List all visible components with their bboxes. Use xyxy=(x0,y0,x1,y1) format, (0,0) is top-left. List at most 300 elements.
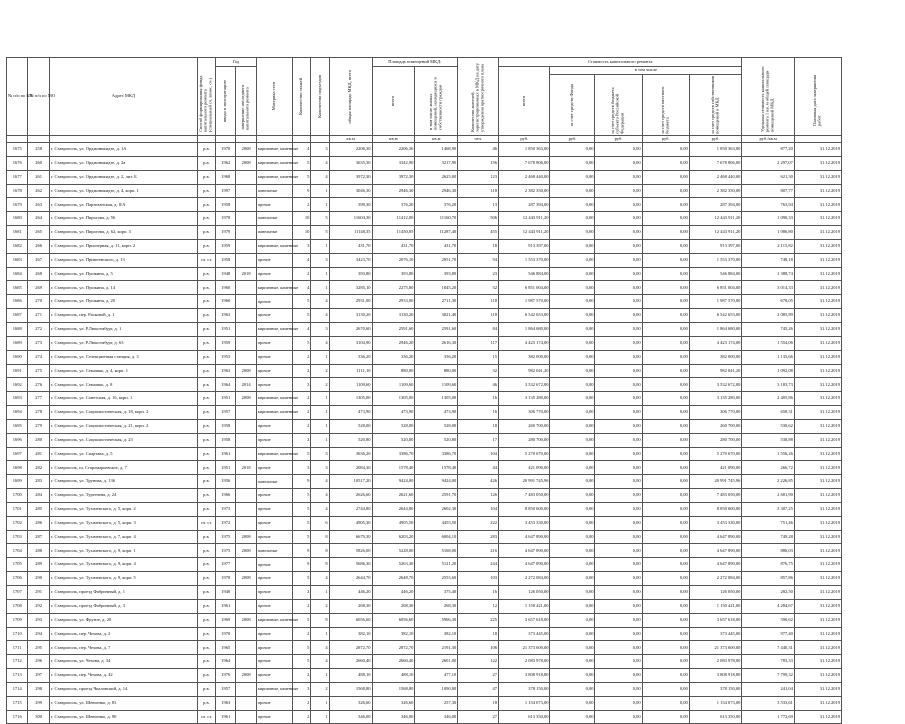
cell-cost-region: 0,00 xyxy=(595,558,642,572)
cost-group-header: Стоимость капитального ремонта xyxy=(499,58,742,67)
cell-wall-material: прочие xyxy=(256,669,292,683)
cell-wall-material: кирпичные, каменные xyxy=(256,156,292,170)
cell-cost-local: 0,00 xyxy=(642,572,689,586)
cell-fund-method: р.в. xyxy=(197,669,215,683)
cell-cost-region: 0,00 xyxy=(595,544,642,558)
cell-cost-owners: 4 423 174,00 xyxy=(689,336,742,350)
cell-cost-owners: 3 657 618,00 xyxy=(689,613,742,627)
cell-fund-method: р.в. xyxy=(197,419,215,433)
cell-cost-region: 0,00 xyxy=(595,447,642,461)
cell-residents: 455 xyxy=(458,226,499,240)
cell-kp: 1684 xyxy=(7,267,28,281)
cell-mo: 299 xyxy=(28,696,49,710)
cell-area-owned: 5168,00 xyxy=(415,544,458,558)
cell-unit-cost: 678,05 xyxy=(742,295,795,309)
cell-floors: 9 xyxy=(293,544,311,558)
table-row xyxy=(7,239,899,253)
cell-area-total: 5228,00 xyxy=(372,544,415,558)
cell-completion-date: 31.12.2019 xyxy=(794,641,841,655)
cell-entrances: 1 xyxy=(311,350,329,364)
cell-area-total: 6203,20 xyxy=(372,530,415,544)
cell-total-area: 6679,30 xyxy=(329,530,372,544)
cell-fund-method: р.в. xyxy=(197,198,215,212)
cell-fund-method: р.в. xyxy=(197,461,215,475)
cell-residents: 506 xyxy=(458,212,499,226)
cell-cost-owners: 4 647 890,00 xyxy=(689,544,742,558)
cell-cost-owners: 4 647 890,00 xyxy=(689,530,742,544)
cell-kp: 1707 xyxy=(7,586,28,600)
cell-fund-method: р.в. xyxy=(197,502,215,516)
cell-wall-material: прочие xyxy=(256,558,292,572)
cell-area-owned: 5121,20 xyxy=(415,558,458,572)
cell-unit-cost: 3 183,73 xyxy=(742,378,795,392)
cell-entrances: 3 xyxy=(311,322,329,336)
cell-fund-method: р.в. xyxy=(197,572,215,586)
cell-cost-region: 0,00 xyxy=(595,198,642,212)
cell-mo: 268 xyxy=(28,267,49,281)
cell-area-total: 2660,40 xyxy=(372,655,415,669)
cell-cost-region: 0,00 xyxy=(595,710,642,724)
table-row xyxy=(7,461,899,475)
col-cost-region-header: за счет средств бюджета субъекта Российской Федерации xyxy=(595,75,642,136)
col-area-owned-header: в том числе жилых помещений, находящихся в собственности граждан xyxy=(415,67,458,136)
cell-completion-date: 31.12.2019 xyxy=(794,364,841,378)
cell-cost-region: 0,00 xyxy=(595,516,642,530)
cell-cost-owners: 382 000,00 xyxy=(689,350,742,364)
cell-area-owned: 431,70 xyxy=(415,239,458,253)
cell-completion-date: 31.12.2019 xyxy=(794,613,841,627)
cell-completion-date: 31.12.2019 xyxy=(794,212,841,226)
cell-cost-region: 0,00 xyxy=(595,281,642,295)
cell-residents: 23 xyxy=(458,267,499,281)
cell-wall-material: панельные xyxy=(256,475,292,489)
cell-mo: 285 xyxy=(28,502,49,516)
cell-mo: 280 xyxy=(28,433,49,447)
cell-area-total: 2946,20 xyxy=(372,336,415,350)
cell-completion-date: 31.12.2019 xyxy=(794,406,841,420)
cell-cost-region: 0,00 xyxy=(595,696,642,710)
cell-kp: 1698 xyxy=(7,461,28,475)
cell-floors: 2 xyxy=(293,350,311,364)
cell-area-owned: 2616,30 xyxy=(415,336,458,350)
cell-floors: 2 xyxy=(293,627,311,641)
cell-cost-total: 8 850 600,00 xyxy=(499,502,550,516)
cell-area-total: 2591,60 xyxy=(372,322,415,336)
cell-cost-owners: 287 394,00 xyxy=(689,198,742,212)
cell-fund-method: р.в. xyxy=(197,655,215,669)
cell-cost-local: 0,00 xyxy=(642,406,689,420)
cell-commissioning-year: 1958 xyxy=(216,198,236,212)
cell-cost-total: 378 150,00 xyxy=(499,682,550,696)
table-row xyxy=(7,475,899,489)
cell-total-area: 2084,30 xyxy=(329,461,372,475)
cell-area-owned: 3021,40 xyxy=(415,309,458,323)
cell-residents: 117 xyxy=(458,336,499,350)
cell-total-area: 446,20 xyxy=(329,586,372,600)
cell-cost-fund: 0,00 xyxy=(550,502,595,516)
cell-wall-material: прочие xyxy=(256,530,292,544)
cell-total-area: 5826,00 xyxy=(329,544,372,558)
cell-cost-local: 0,00 xyxy=(642,322,689,336)
cell-total-area: 326,60 xyxy=(329,696,372,710)
cell-total-area: 3635,30 xyxy=(329,156,372,170)
cell-cost-owners: 20 991 745,96 xyxy=(689,475,742,489)
cell-entrances: 1 xyxy=(311,198,329,212)
cell-cost-local: 0,00 xyxy=(642,239,689,253)
cell-last-repair-year xyxy=(236,502,256,516)
cell-mo: 262 xyxy=(28,184,49,198)
cell-total-area: 11148,35 xyxy=(329,226,372,240)
cell-total-area: 3423,70 xyxy=(329,253,372,267)
cell-last-repair-year: 2008 xyxy=(236,364,256,378)
cell-completion-date: 31.12.2019 xyxy=(794,392,841,406)
cell-area-owned: 880,00 xyxy=(415,364,458,378)
table-row xyxy=(7,253,899,267)
cell-cost-local: 0,00 xyxy=(642,378,689,392)
cell-area-total: 2206,30 xyxy=(372,143,415,157)
cell-fund-method: р.в. xyxy=(197,226,215,240)
cell-cost-fund: 0,00 xyxy=(550,641,595,655)
cell-fund-method: р.в. xyxy=(197,392,215,406)
cell-wall-material: прочие xyxy=(256,198,292,212)
cell-commissioning-year: 1970 xyxy=(216,143,236,157)
cell-kp: 1701 xyxy=(7,502,28,516)
cell-area-total: 446,20 xyxy=(372,586,415,600)
cell-residents: 216 xyxy=(458,544,499,558)
cell-area-owned: 346,00 xyxy=(415,710,458,724)
cell-area-owned: 2051,70 xyxy=(415,253,458,267)
cell-address: г. Ставрополь, ул. Социалистическая, д. 21, корп. 2 xyxy=(49,419,197,433)
cell-mo: 276 xyxy=(28,378,49,392)
cell-cost-local: 0,00 xyxy=(642,475,689,489)
cell-last-repair-year: 2008 xyxy=(236,156,256,170)
cell-cost-fund: 0,00 xyxy=(550,156,595,170)
cell-cost-fund: 0,00 xyxy=(550,198,595,212)
cell-mo: 292 xyxy=(28,599,49,613)
cell-entrances: 8 xyxy=(311,558,329,572)
cell-completion-date: 31.12.2019 xyxy=(794,682,841,696)
table-row xyxy=(7,267,899,281)
cell-floors: 5 xyxy=(293,295,311,309)
cell-residents: 27 xyxy=(458,710,499,724)
unit-label: кв.м xyxy=(372,136,415,143)
cell-fund-method: сч. ст. xyxy=(197,710,215,724)
cell-last-repair-year xyxy=(236,419,256,433)
cell-cost-owners: 5 270 670,00 xyxy=(689,447,742,461)
cell-area-owned: 2602,30 xyxy=(415,502,458,516)
cell-cost-fund: 0,00 xyxy=(550,544,595,558)
cell-area-total: 268,30 xyxy=(372,599,415,613)
cell-cost-fund: 0,00 xyxy=(550,336,595,350)
cell-cost-local: 0,00 xyxy=(642,447,689,461)
cell-wall-material: кирпичные, каменные xyxy=(256,447,292,461)
cell-cost-fund: 0,00 xyxy=(550,267,595,281)
cell-cost-local: 0,00 xyxy=(642,309,689,323)
cell-unit-cost: 3 014,33 xyxy=(742,281,795,295)
cell-mo: 269 xyxy=(28,281,49,295)
cell-wall-material: прочие xyxy=(256,502,292,516)
cell-residents: 225 xyxy=(458,613,499,627)
cell-cost-total: 6 542 653,00 xyxy=(499,309,550,323)
cell-address: г. Ставрополь, ул. Семашко, д. 4, корп. 1 xyxy=(49,364,197,378)
cell-last-repair-year: 2018 xyxy=(236,267,256,281)
cell-cost-total: 546 884,00 xyxy=(499,267,550,281)
cell-commissioning-year: 1966 xyxy=(216,489,236,503)
cell-cost-owners: 6 542 653,00 xyxy=(689,309,742,323)
cell-residents: 16 xyxy=(458,406,499,420)
cell-residents: 156 xyxy=(458,156,499,170)
cell-mo: 279 xyxy=(28,419,49,433)
cell-cost-owners: 3 532 672,00 xyxy=(689,378,742,392)
table-body xyxy=(7,143,899,724)
cell-cost-local: 0,00 xyxy=(642,198,689,212)
cell-last-repair-year: 2008 xyxy=(236,572,256,586)
cell-fund-method: р.в. xyxy=(197,433,215,447)
cell-cost-owners: 373 445,00 xyxy=(689,627,742,641)
cell-address: г. Ставрополь, ул. Трунова, д. 136 xyxy=(49,475,197,489)
cell-area-owned: 2191,30 xyxy=(415,641,458,655)
cell-entrances: 1 xyxy=(311,586,329,600)
cell-last-repair-year xyxy=(236,239,256,253)
cell-cost-total: 1 987 570,00 xyxy=(499,295,550,309)
cell-address: г. Ставрополь, ш. Старомарьевское, д. 7 xyxy=(49,461,197,475)
cell-kp: 1682 xyxy=(7,239,28,253)
cell-unit-cost: 977,40 xyxy=(742,627,795,641)
cell-mo: 287 xyxy=(28,530,49,544)
cell-cost-total: 5 270 670,00 xyxy=(499,447,550,461)
cell-cost-local: 0,00 xyxy=(642,696,689,710)
cell-cost-local: 0,00 xyxy=(642,627,689,641)
cell-cost-total: 3 453 330,00 xyxy=(499,516,550,530)
cell-last-repair-year xyxy=(236,322,256,336)
cell-mo: 283 xyxy=(28,475,49,489)
cell-cost-fund: 0,00 xyxy=(550,461,595,475)
cell-mo: 271 xyxy=(28,309,49,323)
unit-label: кв.м xyxy=(329,136,372,143)
cell-total-area: 3636,20 xyxy=(329,447,372,461)
cell-kp: 1704 xyxy=(7,544,28,558)
cell-unit-cost: 807,77 xyxy=(742,184,795,198)
table-row xyxy=(7,516,899,530)
unit-label: руб. xyxy=(595,136,642,143)
cell-cost-region: 0,00 xyxy=(595,392,642,406)
cell-area-owned: 2625,00 xyxy=(415,170,458,184)
cell-area-total: 346,00 xyxy=(372,710,415,724)
table-row xyxy=(7,586,899,600)
cell-last-repair-year xyxy=(236,184,256,198)
cell-unit-cost: 783,33 xyxy=(742,655,795,669)
cell-unit-cost: 876,75 xyxy=(742,558,795,572)
cell-fund-method: р.в. xyxy=(197,530,215,544)
cell-kp: 1706 xyxy=(7,572,28,586)
cell-commissioning-year: 1951 xyxy=(216,322,236,336)
cell-cost-fund: 0,00 xyxy=(550,378,595,392)
cell-last-repair-year: 2008 xyxy=(236,530,256,544)
cell-cost-local: 0,00 xyxy=(642,516,689,530)
cell-cost-region: 0,00 xyxy=(595,309,642,323)
cell-cost-owners: 306 770,00 xyxy=(689,406,742,420)
table-row xyxy=(7,350,899,364)
cell-total-area: 268,30 xyxy=(329,599,372,613)
cell-commissioning-year: 1957 xyxy=(216,682,236,696)
cell-last-repair-year xyxy=(236,226,256,240)
cell-entrances: 4 xyxy=(311,502,329,516)
cell-fund-method: р.в. xyxy=(197,267,215,281)
cell-wall-material: прочие xyxy=(256,378,292,392)
cell-total-area: 3046,30 xyxy=(329,184,372,198)
cell-wall-material: панельные xyxy=(256,544,292,558)
cell-cost-fund: 0,00 xyxy=(550,226,595,240)
cell-mo: 264 xyxy=(28,212,49,226)
cell-completion-date: 31.12.2019 xyxy=(794,309,841,323)
cell-residents: 106 xyxy=(458,641,499,655)
cell-area-total: 336,20 xyxy=(372,350,415,364)
cell-cost-region: 0,00 xyxy=(595,253,642,267)
cell-cost-local: 0,00 xyxy=(642,502,689,516)
col-entrances-header: Количество подъездов xyxy=(311,58,329,136)
cell-commissioning-year: 1964 xyxy=(216,655,236,669)
cell-address: г. Ставрополь, ул. Приозерная, д. 11, корп. 2 xyxy=(49,239,197,253)
cell-last-repair-year xyxy=(236,447,256,461)
cell-area-total: 2275,80 xyxy=(372,281,415,295)
cell-commissioning-year: 1940 xyxy=(216,586,236,600)
cell-area-owned: 2591,60 xyxy=(415,322,458,336)
cell-commissioning-year: 1956 xyxy=(216,475,236,489)
cell-cost-local: 0,00 xyxy=(642,267,689,281)
cell-completion-date: 31.12.2019 xyxy=(794,599,841,613)
cell-fund-method: р.в. xyxy=(197,212,215,226)
cell-area-total: 382,10 xyxy=(372,627,415,641)
cell-kp: 1708 xyxy=(7,599,28,613)
cell-commissioning-year: 1978 xyxy=(216,212,236,226)
col-cost-local-header: за счет средств местного бюджета xyxy=(642,75,689,136)
table-row xyxy=(7,226,899,240)
cell-cost-total: 306 770,00 xyxy=(499,406,550,420)
cell-fund-method: р.в. xyxy=(197,336,215,350)
cell-last-repair-year: 2008 xyxy=(236,669,256,683)
cell-fund-method: р.в. xyxy=(197,295,215,309)
table-row xyxy=(7,544,899,558)
cell-cost-local: 0,00 xyxy=(642,682,689,696)
cell-cost-total: 373 445,00 xyxy=(499,627,550,641)
cell-cost-fund: 0,00 xyxy=(550,475,595,489)
cell-unit-cost: 7 440,31 xyxy=(742,641,795,655)
cell-cost-total: 287 394,00 xyxy=(499,198,550,212)
cell-cost-total: 421 090,00 xyxy=(499,461,550,475)
cell-mo: 286 xyxy=(28,516,49,530)
cell-cost-fund: 0,00 xyxy=(550,364,595,378)
cell-residents: 283 xyxy=(458,530,499,544)
cell-cost-fund: 0,00 xyxy=(550,281,595,295)
cell-unit-cost: 241,04 xyxy=(742,682,795,696)
table-row xyxy=(7,572,899,586)
cell-wall-material: прочие xyxy=(256,267,292,281)
cell-completion-date: 31.12.2019 xyxy=(794,156,841,170)
cell-total-area: 528,00 xyxy=(329,419,372,433)
cell-last-repair-year xyxy=(236,281,256,295)
year-group-header: Год xyxy=(216,58,257,67)
cell-cost-total: 2 382 350,00 xyxy=(499,184,550,198)
col-fund-method-header: Способ формирования фонда капитального ремонта (специальный сч. взнос. сч.) xyxy=(197,58,215,136)
cell-address: г. Ставрополь, ул. Селекционная станция, д. 3 xyxy=(49,350,197,364)
cell-last-repair-year: 2008 xyxy=(236,143,256,157)
cell-cost-owners: 7 678 806,00 xyxy=(689,156,742,170)
cell-area-owned: 268,30 xyxy=(415,599,458,613)
cell-unit-cost: 1 090,33 xyxy=(742,212,795,226)
cell-fund-method: р.в. xyxy=(197,364,215,378)
cell-kp: 1696 xyxy=(7,433,28,447)
cell-mo: 272 xyxy=(28,322,49,336)
cell-cost-total: 613 350,00 xyxy=(499,710,550,724)
table-row xyxy=(7,143,899,157)
cell-area-owned: 1845,20 xyxy=(415,281,458,295)
cell-mo: 282 xyxy=(28,461,49,475)
cell-cost-owners: 12 443 911,20 xyxy=(689,212,742,226)
cell-address: г. Ставрополь, ул. Партизанская, д. 8/А xyxy=(49,198,197,212)
table-row xyxy=(7,156,899,170)
cell-last-repair-year xyxy=(236,336,256,350)
cell-last-repair-year xyxy=(236,655,256,669)
cell-mo: 281 xyxy=(28,447,49,461)
cell-entrances: 3 xyxy=(311,461,329,475)
cell-cost-local: 0,00 xyxy=(642,156,689,170)
cell-cost-total: 1 150 421,00 xyxy=(499,599,550,613)
cell-cost-local: 0,00 xyxy=(642,184,689,198)
cell-cost-region: 0,00 xyxy=(595,419,642,433)
cell-residents: 118 xyxy=(458,309,499,323)
cell-entrances: 1 xyxy=(311,406,329,420)
cell-cost-region: 0,00 xyxy=(595,350,642,364)
cell-cost-fund: 0,00 xyxy=(550,143,595,157)
cell-completion-date: 31.12.2019 xyxy=(794,433,841,447)
cell-entrances: 1 xyxy=(311,281,329,295)
cell-area-owned: 1090,00 xyxy=(415,682,458,696)
area-group-header: Площадь помещений МКД: xyxy=(372,58,458,67)
cell-fund-method: р.в. xyxy=(197,641,215,655)
cell-entrances: 4 xyxy=(311,309,329,323)
cell-area-total: 520,80 xyxy=(372,433,415,447)
cell-commissioning-year: 1975 xyxy=(216,530,236,544)
cell-address: г. Ставрополь, ул. Пушкина, д. 5 xyxy=(49,267,197,281)
cell-last-repair-year xyxy=(236,475,256,489)
cell-cost-total: 1 553 370,00 xyxy=(499,253,550,267)
cell-cost-total: 260 700,00 xyxy=(499,419,550,433)
cell-address: г. Ставрополь, ул. Тухачевского, д. 5, корп. 2 xyxy=(49,502,197,516)
cell-last-repair-year xyxy=(236,170,256,184)
cell-commissioning-year: 1951 xyxy=(216,461,236,475)
cell-fund-method: р.в. xyxy=(197,558,215,572)
cell-floors: 5 xyxy=(293,489,311,503)
cell-kp: 1688 xyxy=(7,322,28,336)
cell-cost-total: 21 373 600,00 xyxy=(499,641,550,655)
cell-wall-material: прочие xyxy=(256,599,292,613)
cell-wall-material: прочие xyxy=(256,627,292,641)
cell-cost-owners: 7 483 050,00 xyxy=(689,489,742,503)
cell-last-repair-year xyxy=(236,696,256,710)
cell-unit-cost: 2 085,89 xyxy=(742,309,795,323)
cell-mo: 288 xyxy=(28,544,49,558)
cell-address: г. Ставрополь, проезд Чкаловский, д. 14 xyxy=(49,682,197,696)
cell-mo: 261 xyxy=(28,170,49,184)
unit-label: руб. xyxy=(499,136,550,143)
cell-floors: 5 xyxy=(293,516,311,530)
cell-cost-local: 0,00 xyxy=(642,143,689,157)
cell-unit-cost: 1 388,74 xyxy=(742,267,795,281)
cell-floors: 5 xyxy=(293,655,311,669)
cell-area-owned: 1468,90 xyxy=(415,143,458,157)
cell-entrances: 1 xyxy=(311,433,329,447)
cell-address: г. Ставрополь, ул. Семашко, д. 8 xyxy=(49,378,197,392)
